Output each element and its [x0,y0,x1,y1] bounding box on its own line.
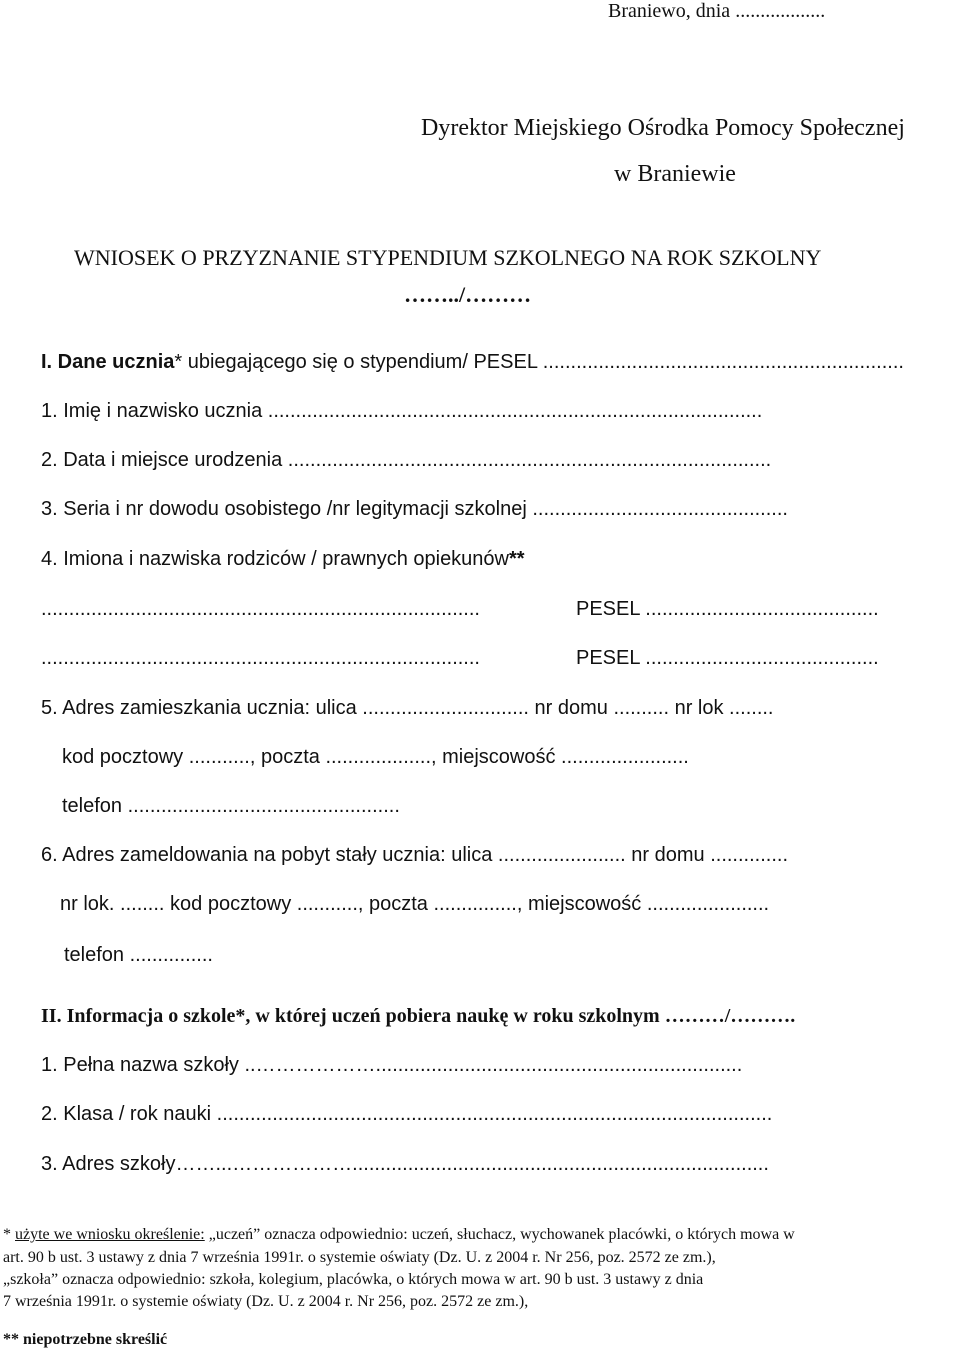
footnote-star: * [3,1226,15,1243]
field-school-address: 3. Adres szkoły……...………………........................................................................... [41,1153,769,1175]
section-1-heading-bold: I. Dane ucznia [41,351,175,373]
field-registration-postcode: nr lok. ........ kod pocztowy ..........., poczta ..............., miejscowość ...................... [60,893,770,915]
footnote-line-2: art. 90 b ust. 3 ustawy z dnia 7 września 1991r. o systemie oświaty (Dz. U. z 2004 r. Nr 256, poz. 2572 ze zm.), [3,1249,716,1266]
parent-1-pesel: PESEL .......................................... [576,598,879,620]
field-student-name: 1. Imię i nazwisko ucznia ......................................................................................... [41,400,763,422]
field-registration-phone: telefon ............... [64,944,213,966]
footnote-lead: użyte we wniosku określenie: [15,1226,205,1243]
parent-1-name: ............................................................................... [41,598,480,620]
field-parents-stars: ** [509,548,525,570]
parent-2-name: ............................................................................... [41,647,480,669]
parent-2-pesel: PESEL .......................................... [576,647,879,669]
addressee-line-1: Dyrektor Miejskiego Ośrodka Pomocy Społecznej [421,115,905,141]
document-title: WNIOSEK O PRZYZNANIE STYPENDIUM SZKOLNEGO NA ROK SZKOLNY [74,245,822,270]
field-residence-postcode: kod pocztowy ..........., poczta ..................., miejscowość ....................... [62,746,689,768]
section-2-heading: II. Informacja o szkole*, w której uczeń pobiera naukę w roku szkolnym ………/………. [41,1005,796,1027]
school-year-placeholder: ……../……… [404,282,532,307]
field-parents-text: 4. Imiona i nazwiska rodziców / prawnych opiekunów [41,548,509,570]
place-date: Braniewo, dnia .................. [608,0,826,22]
field-school-name: 1. Pełna nazwa szkoły ..……………….................................................................. [41,1054,743,1076]
field-parents-heading [41,548,525,571]
field-residence-address: 5. Adres zamieszkania ucznia: ulica .............................. nr domu .......... nr lok ........ [41,697,774,719]
footnote-double-star: ** niepotrzebne skreślić [3,1331,168,1348]
section-1-heading [41,351,904,374]
field-registration-address: 6. Adres zameldowania na pobyt stały ucznia: ulica ....................... nr domu .............. [41,844,789,866]
field-residence-phone: telefon ................................................. [62,795,400,817]
footnote-line-3: „szkoła” oznacza odpowiednio: szkoła, kolegium, placówka, o których mowa w art. 90 b ust. 3 ustawy z dnia [3,1271,704,1288]
section-1-heading-rest: * ubiegającego się o stypendium/ PESEL ................................................................. [174,351,904,373]
field-birth-date-place: 2. Data i miejsce urodzenia ....................................................................................... [41,449,772,471]
addressee-line-2: w Braniewie [614,161,736,187]
field-class-year: 2. Klasa / rok nauki .................................................................................................... [41,1103,773,1125]
footnote-line-4: 7 września 1991r. o systemie oświaty (Dz. U. z 2004 r. Nr 256, poz. 2572 ze zm.), [3,1293,529,1310]
footnote-line-1-rest: „uczeń” oznacza odpowiednio: uczeń, słuchacz, wychowanek placówki, o których mowa w [204,1226,795,1243]
footnote-line-1 [3,1226,795,1244]
field-id-number: 3. Seria i nr dowodu osobistego /nr legitymacji szkolnej .............................................. [41,498,788,520]
